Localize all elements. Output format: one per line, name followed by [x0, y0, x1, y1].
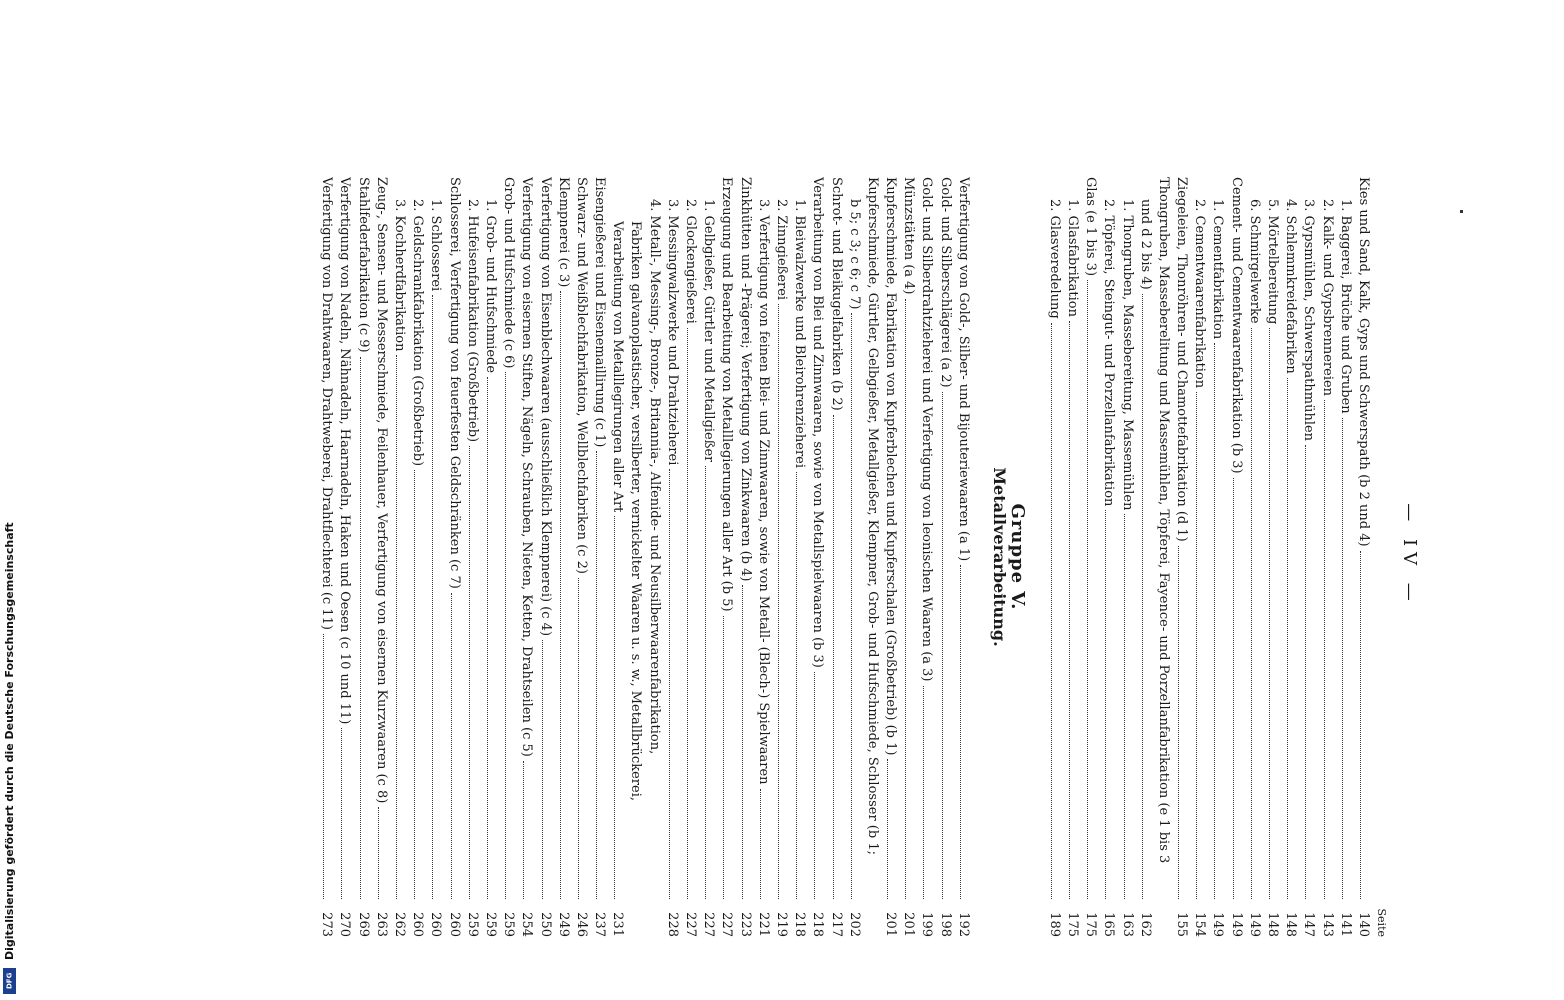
- toc-page-number: 148: [1283, 912, 1299, 937]
- toc-entry-title: 3. Gypsmühlen, Schwerspathmühlen: [1301, 199, 1317, 442]
- toc-entry-title: Cement- und Cementwaarenfabrikation (b 3): [1228, 177, 1244, 474]
- toc-entry-title: Schwarz- und Weißblechfabrikation, Wellblechfabriken (c 2): [573, 177, 589, 574]
- table-of-contents: [317, 177, 1372, 937]
- toc-page-number: 199: [919, 912, 935, 937]
- toc-leader-dots: [396, 355, 397, 899]
- toc-entry-title: 4. Metall-, Messing-, Bronze-, Britannia-, Alfenide- und Neusilberwaarenfabrikation,: [646, 199, 662, 755]
- toc-row: [1117, 177, 1135, 937]
- toc-entry-title: Kies und Sand, Kalk, Gyps und Schwerspath (b 2 und 4): [1356, 177, 1371, 547]
- toc-row: [335, 177, 353, 937]
- toc-row: [444, 177, 462, 937]
- toc-row: [1336, 177, 1354, 937]
- toc-row: [408, 177, 426, 937]
- toc-leader-dots: [596, 451, 597, 899]
- toc-leader-dots: [796, 472, 797, 899]
- toc-leader-dots: [814, 672, 815, 899]
- toc-page-number: 273: [319, 912, 335, 937]
- toc-page-number: 175: [1065, 912, 1080, 937]
- toc-row: [1263, 177, 1281, 937]
- toc-page-number: 260: [410, 912, 426, 937]
- toc-row: [554, 177, 572, 937]
- page-number-header: — IV —: [1399, 503, 1421, 607]
- toc-page-number: 249: [555, 912, 571, 937]
- toc-leader-dots: [1069, 321, 1070, 899]
- toc-row: [808, 177, 826, 937]
- toc-page-number: 269: [355, 912, 371, 937]
- toc-entry-title: 3. Kochherdfabrikation: [392, 199, 408, 352]
- toc-entry-title: Schlosserei, Verfertigung von feuerfesten Geldschränken (c 7): [446, 177, 462, 589]
- toc-heading-text: Gruppe V.: [1007, 503, 1029, 611]
- toc-page-number: 228: [664, 912, 680, 937]
- toc-entry-title: b 5; c 3; c 6; c 7): [846, 199, 862, 310]
- toc-row: [390, 177, 408, 937]
- toc-row: [626, 177, 644, 937]
- toc-leader-dots: [451, 593, 452, 899]
- toc-leader-dots: [505, 372, 506, 899]
- toc-row: [772, 177, 790, 937]
- toc-leader-dots: [887, 759, 888, 899]
- toc-leader-dots: [414, 470, 415, 899]
- toc-leader-dots: [1178, 546, 1179, 899]
- toc-row: [463, 177, 481, 937]
- toc-leader-dots: [723, 616, 724, 899]
- toc-leader-dots: [942, 392, 943, 899]
- toc-row: [1063, 177, 1081, 937]
- toc-leader-dots: [1142, 294, 1143, 899]
- toc-page-number: 149: [1210, 912, 1226, 937]
- toc-page-number: 270: [337, 912, 353, 937]
- toc-entry-title: 6. Schmirgelwerke: [1246, 199, 1262, 324]
- toc-page-number: 223: [737, 912, 753, 937]
- toc-leader-dots: [1124, 514, 1125, 899]
- toc-row: [1281, 177, 1299, 937]
- toc-entry-title: Schrot- und Bleikugelfabriken (b 2): [828, 177, 844, 411]
- toc-entry-title: 3. Messingwalzwerke und Drahtzieherei: [664, 199, 680, 466]
- toc-row: [735, 177, 753, 937]
- toc-entry-title: Verfertigung von Nadeln, Nähnadeln, Haarnadeln, Haken und Oesen (c 10 und 11): [337, 177, 353, 725]
- toc-leader-dots: [1087, 280, 1088, 899]
- toc-row: [317, 177, 335, 937]
- toc-row: [499, 177, 517, 937]
- toc-entry-title: Glas (e 1 bis 3): [1083, 177, 1099, 277]
- toc-page-number: 218: [792, 912, 808, 937]
- scan-speck: [1460, 210, 1463, 213]
- toc-page-number: 254: [519, 912, 535, 937]
- toc-row: [1227, 177, 1245, 937]
- toc-leader-dots: [1342, 418, 1343, 899]
- toc-page-number: 237: [592, 912, 608, 937]
- toc-leader-dots: [1360, 551, 1361, 899]
- toc-entry-title: Grob- und Hufschmiede (c 6): [501, 177, 517, 369]
- toc-page-number: 221: [755, 912, 771, 937]
- toc-page-number: 263: [373, 912, 389, 937]
- toc-page-number: 219: [774, 912, 789, 937]
- toc-page-number: 148: [1265, 912, 1281, 937]
- toc-leader-dots: [778, 304, 779, 899]
- toc-row: [699, 177, 717, 937]
- toc-row: [754, 177, 772, 937]
- toc-leader-dots: [323, 634, 324, 899]
- toc-row: [426, 177, 444, 937]
- toc-row: [972, 177, 990, 937]
- toc-row: [1299, 177, 1317, 937]
- toc-row: [1190, 177, 1208, 937]
- toc-heading-text: Metallverarbeitung.: [990, 467, 1010, 647]
- toc-page-number: 218: [810, 912, 826, 937]
- toc-page-number: 198: [937, 912, 953, 937]
- toc-row: [1099, 177, 1117, 937]
- toc-leader-dots: [1215, 343, 1216, 899]
- toc-entry-title: 2. Glasveredelung: [1046, 199, 1062, 319]
- toc-row: [1317, 177, 1335, 937]
- toc-page-number: 202: [846, 912, 862, 937]
- toc-entry-title: 2. Kalk- und Gypsbrennereien: [1319, 199, 1335, 397]
- toc-entry-title: Kupferschmiede, Fabrikation von Kupferblechen und Kupferschalen (Großbetrieb) (b 1): [883, 177, 899, 756]
- toc-page-number: 227: [683, 912, 699, 937]
- toc-page-number: 140: [1356, 912, 1371, 937]
- toc-leader-dots: [542, 640, 543, 899]
- toc-page-number: 192: [955, 912, 971, 937]
- toc-leader-dots: [578, 578, 579, 899]
- toc-entry-title: Verarbeitung von Metalllegirungen aller Art: [610, 221, 626, 513]
- toc-row: [590, 177, 608, 937]
- toc-row: [1172, 177, 1190, 937]
- toc-leader-dots: [378, 807, 379, 899]
- toc-row: [645, 177, 663, 937]
- toc-heading: [990, 177, 1008, 937]
- toc-page-number: 165: [1101, 912, 1117, 937]
- toc-page-number: 262: [392, 912, 408, 937]
- toc-row: [881, 177, 899, 937]
- toc-entry-title: Klempnerei (c 3): [555, 177, 571, 288]
- toc-leader-dots: [833, 415, 834, 899]
- toc-row: [535, 177, 553, 937]
- toc-row: [1245, 177, 1263, 937]
- toc-entry-title: 1. Schlosserei: [428, 199, 444, 292]
- toc-page-number: 231: [610, 912, 626, 937]
- dfg-credit-text: Digitalisierung gefördert durch die Deutsche Forschungsgemeinschaft: [3, 522, 16, 960]
- toc-row: [663, 177, 681, 937]
- toc-row: [608, 177, 626, 937]
- toc-entry-title: Gold- und Silberschlägerei (a 2): [937, 177, 953, 388]
- toc-leader-dots: [342, 728, 343, 899]
- toc-entry-title: Zinkhütten und -Prägerei; Verfertigung von Zinkwaaren (b 4): [737, 177, 753, 582]
- toc-row: [790, 177, 808, 937]
- toc-page-number: 149: [1246, 912, 1262, 937]
- toc-row: [1081, 177, 1099, 937]
- toc-page-number: 260: [446, 912, 462, 937]
- toc-row: [899, 177, 917, 937]
- toc-leader-dots: [1251, 328, 1252, 899]
- toc-row: [717, 177, 735, 937]
- toc-row: [1045, 177, 1063, 937]
- toc-leader-dots: [432, 295, 433, 899]
- toc-row: [863, 177, 881, 937]
- toc-entry-title: Verfertigung von eisernen Stiften, Nägeln, Schrauben, Nieten, Ketten, Drahtseilen (c 5): [519, 177, 535, 757]
- toc-entry-title: 3. Verfertigung von feinen Blei- und Zinnwaaren, sowie von Metall- (Blech-) Spielwaaren: [755, 199, 771, 785]
- toc-row: [1354, 177, 1372, 937]
- toc-row: [681, 177, 699, 937]
- toc-entry-title: 1. Cementfabrikation: [1210, 199, 1226, 340]
- toc-leader-dots: [360, 357, 361, 899]
- toc-leader-dots: [760, 789, 761, 899]
- toc-page-number: 201: [883, 912, 899, 937]
- toc-entry-title: 5. Mörtelbereitung: [1265, 199, 1281, 325]
- toc-row: [517, 177, 535, 937]
- toc-leader-dots: [1196, 392, 1197, 899]
- toc-entry-title: 1. Gelbgießer, Gürtler und Metallgießer: [701, 199, 717, 463]
- toc-entry-title: 2. Töpferei, Steingut- und Porzellanfabrikation: [1101, 199, 1117, 507]
- toc-row: [1026, 177, 1044, 937]
- toc-leader-dots: [1051, 323, 1052, 899]
- toc-entry-title: Zeug-, Sensen- und Messerschmiede, Feilenhauer, Verfertigung von eisernen Kurzwaaren (c 8): [373, 177, 389, 804]
- toc-entry-title: Verarbeitung von Blei und Zinnwaaren, sowie von Metallspielwaaren (b 3): [810, 177, 826, 668]
- toc-page-number: 175: [1083, 912, 1099, 937]
- toc-leader-dots: [687, 328, 688, 899]
- toc-leader-dots: [1287, 378, 1288, 899]
- toc-page-number: 143: [1319, 912, 1335, 937]
- toc-page-number: 149: [1228, 912, 1244, 937]
- toc-entry-title: 4. Schlemmkreidefabriken: [1283, 199, 1299, 374]
- toc-row: [1154, 177, 1172, 937]
- toc-entry-title: 2. Geldschrankfabrikation (Großbetrieb): [410, 199, 426, 467]
- toc-row: [481, 177, 499, 937]
- toc-leader-dots: [705, 466, 706, 899]
- toc-entry-title: Fabriken galvanoplastischer, versilberter, vernickelter Waaren u. s. w., Metallbrückerei,: [628, 221, 644, 801]
- toc-leader-dots: [1305, 445, 1306, 899]
- toc-page-number: 162: [1137, 912, 1153, 937]
- toc-entry-title: 1. Thongruben, Massebereitung, Massemühlen: [1119, 199, 1135, 511]
- toc-entry-title: Kupferschmiede, Gürtler, Gelbgießer, Metallgießer, Klempner, Grob- und Hufschmiede, Schlosser (b 1;: [864, 177, 880, 855]
- toc-entry-title: 1. Glasfabrikation: [1065, 199, 1080, 317]
- toc-entry-title: und d 2 bis 4): [1137, 199, 1153, 290]
- toc-leader-dots: [523, 761, 524, 899]
- toc-page-number: 260: [428, 912, 444, 937]
- toc-page-number: 155: [1174, 912, 1190, 937]
- toc-leader-dots: [1233, 478, 1234, 899]
- toc-row: [826, 177, 844, 937]
- toc-page-number: 259: [464, 912, 480, 937]
- toc-leader-dots: [960, 565, 961, 899]
- toc-leader-dots: [487, 377, 488, 899]
- toc-entry-title: 2. Hufeisenfabrikation (Großbetrieb): [464, 199, 480, 443]
- toc-entry-title: Gold- und Silberdrahtzieherei und Verfertigung von leonischen Waaren (a 3): [919, 177, 935, 682]
- toc-entry-title: 2. Zinngießerei: [774, 199, 789, 301]
- toc-leader-dots: [742, 585, 743, 899]
- toc-page-number: 189: [1046, 912, 1062, 937]
- toc-entry-title: 2. Glockengießerei: [683, 199, 699, 324]
- seite-column-label: Seite: [1375, 908, 1388, 937]
- toc-page-number: 227: [719, 912, 735, 937]
- toc-page-number: 259: [483, 912, 498, 937]
- digitization-credit-strip: [0, 0, 20, 1000]
- toc-heading: [1007, 177, 1029, 937]
- dfg-logo-icon: DFG: [3, 968, 16, 994]
- toc-page-number: 259: [501, 912, 517, 937]
- toc-leader-dots: [469, 446, 470, 899]
- toc-entry-title: Verfertigung von Drahtwaaren, Drahtweberei, Drahtflechterei (c 11): [319, 177, 335, 630]
- toc-page-number: 246: [573, 912, 589, 937]
- toc-leader-dots: [905, 299, 906, 900]
- toc-leader-dots: [1105, 510, 1106, 899]
- toc-leader-dots: [1269, 328, 1270, 899]
- rotated-document-page: [110, 165, 1430, 945]
- toc-entry-title: Ziegeleien, Thonröhren- und Chamottefabrikation (d 1): [1174, 177, 1190, 542]
- toc-entry-title: Münzstätten (a 4): [901, 177, 917, 295]
- toc-row: [845, 177, 863, 937]
- toc-page-number: 217: [828, 912, 844, 937]
- toc-row: [1208, 177, 1226, 937]
- toc-leader-dots: [1324, 400, 1325, 899]
- toc-entry-title: Verfertigung von Gold-, Silber- und Bijouteriewaaren (a 1): [955, 177, 971, 562]
- toc-page-number: 227: [701, 912, 717, 937]
- toc-page-number: 201: [901, 912, 917, 937]
- toc-row: [917, 177, 935, 937]
- toc-row: [354, 177, 372, 937]
- toc-entry-title: 1. Grob- und Hufschmiede: [483, 199, 498, 374]
- toc-leader-dots: [669, 469, 670, 899]
- toc-row: [372, 177, 390, 937]
- toc-row: [1136, 177, 1154, 937]
- toc-entry-title: Verfertigung von Eisenblechwaaren (ausschließlich Klempnerei) (c 4): [537, 177, 553, 637]
- toc-entry-title: 1. Bleiwalzwerke und Bleirohrenzieherei: [792, 199, 808, 469]
- toc-page-number: 154: [1192, 912, 1208, 937]
- toc-entry-title: Eisengießerei und Eisenemaillirung (c 1): [592, 177, 608, 448]
- toc-leader-dots: [614, 516, 615, 899]
- toc-leader-dots: [851, 313, 852, 899]
- toc-page-number: 163: [1119, 912, 1135, 937]
- toc-entry-title: Stahlfederfabrikation (c 9): [355, 177, 371, 353]
- toc-row: [572, 177, 590, 937]
- toc-entry-title: 1. Baggerei, Brüche und Gruben: [1337, 199, 1353, 414]
- toc-leader-dots: [560, 291, 561, 899]
- toc-page-number: 250: [537, 912, 553, 937]
- toc-page-number: 147: [1301, 912, 1317, 937]
- toc-row: [936, 177, 954, 937]
- toc-entry-title: Erzeugung und Bearbeitung von Metalllegierungen aller Art (b 5): [719, 177, 735, 612]
- toc-entry-title: Thongruben, Masseberelitung und Massemühlen, Töpferei, Fayence- und Porzellanfabrikation (e 1 bis 3: [1155, 177, 1171, 864]
- toc-page-number: 141: [1337, 912, 1353, 937]
- toc-row: [954, 177, 972, 937]
- toc-leader-dots: [924, 686, 925, 900]
- toc-entry-title: 2. Cementwaarenfabrikation: [1192, 199, 1208, 389]
